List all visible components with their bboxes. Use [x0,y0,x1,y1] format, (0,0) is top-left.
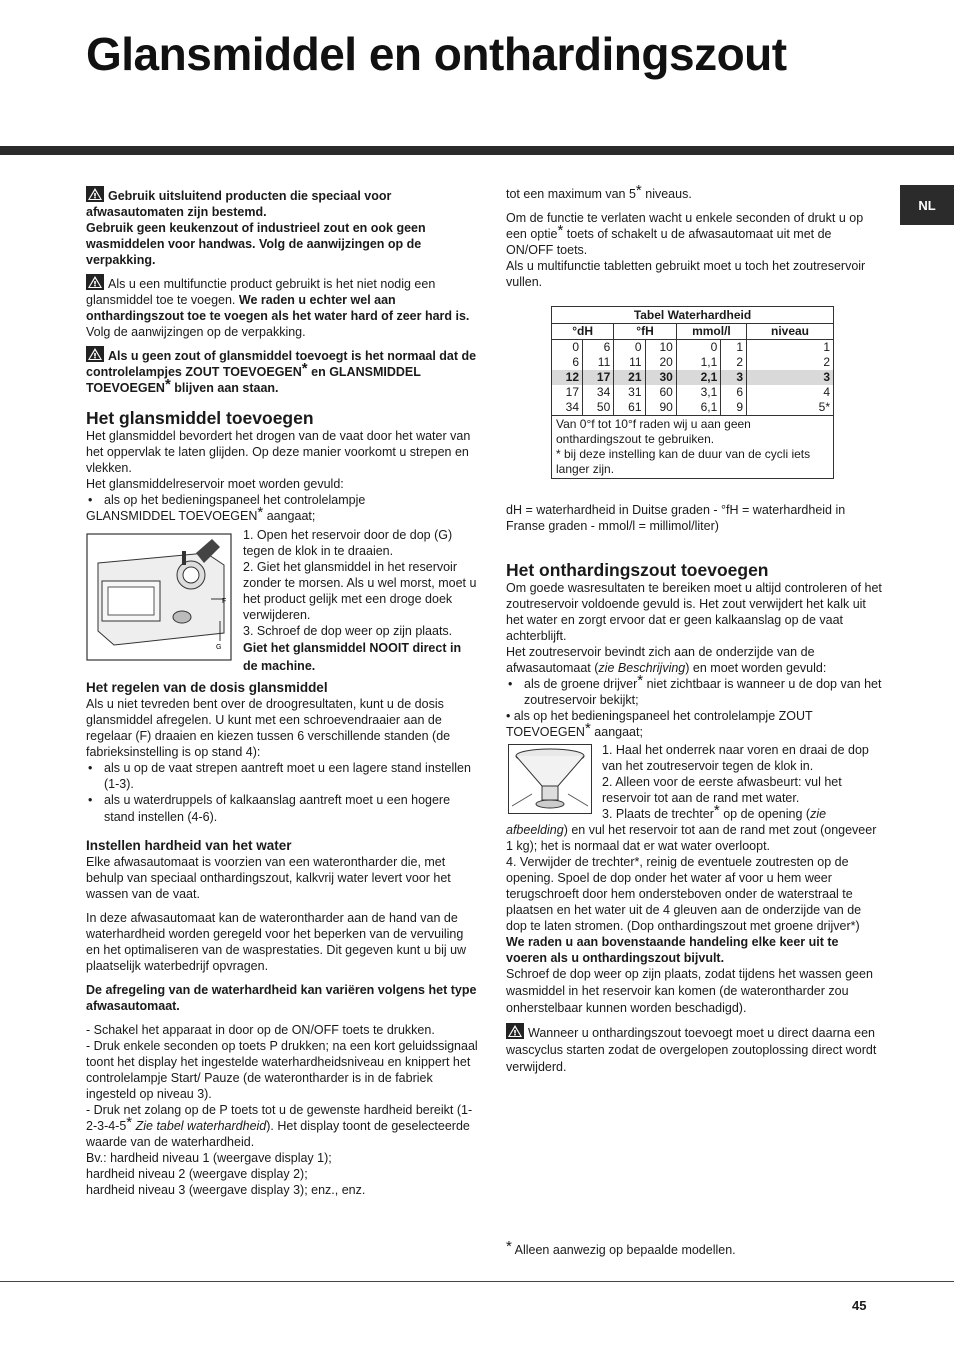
table-cell: 9 [721,400,747,415]
table-cell: 20 [645,355,676,370]
table-cell: 1,1 [676,355,720,370]
zout-s3a: 3. Plaats de trechter [602,807,714,821]
hard-example-1: Bv.: hardheid niveau 1 (weergave display 1); [86,1151,332,1165]
table-header: niveau [747,324,834,340]
svg-text:G: G [216,644,222,651]
language-tab: NL [900,185,954,225]
footnote: * Alleen aanwezig op bepaalde modellen. [506,1238,736,1257]
zout-b1b: niet zichtbaar is wanneer u de dop van het zoutreservoir bekijkt; [524,677,882,707]
table-row [552,385,833,400]
zout-p2a: Het zoutreservoir bevindt zich aan de onderzijde van de afwasautomaat ( [506,645,815,675]
hard-step-2: - Druk enkele seconden op toets P drukken; na een kort geluidssignaal toont het display het ingestelde waterhardheidsniveau en knippert het controlelampje Start/ Pauze (de waterontharder is in de fabriek ingesteld op niveau 3). [86,1039,478,1101]
table-row [552,340,833,356]
table-note-1: Van 0°f tot 10°f raden wij u aan geen onthardingszout te gebruiken. [556,417,751,446]
dosis-bullet-2: • als u waterdruppels of kalkaanslag aantreft moet u een hogere stand instellen (4-6). [86,792,478,826]
warning-text-2: Als u een multifunctie product gebruikt is het niet nodig een glansmiddel toe te voegen. [86,277,436,307]
table-cell: 17 [552,385,583,400]
zout-s3c: zie afbeelding [506,807,827,837]
dosis-bullet-1: • als u op de vaat strepen aantreft moet u een lagere stand instellen (1-3). [86,760,478,792]
zout-step-4: 4. Verwijder de trechter*, reinig de eventuele zoutresten op de opening. Spoel de dop onder het water af voor u hem weer terugschroeft door hem ondersteboven onder de waterstraal te plaatsen en het water uit de 4 gleuven aan de onderzijde van de dop te laten stromen. (Dop onthardingszout met groene drijver*) [506,855,862,933]
table-cell: 10 [645,340,676,356]
table-cell: 3 [747,370,834,385]
glans-warning: Giet het glansmiddel NOOIT direct in de machine. [243,641,462,673]
table-header: mmol/l [676,324,746,340]
glans-paragraph-2: Het glansmiddelreservoir moet worden gevuld: [86,477,344,491]
hard-step-3: - Druk net zolang op de P toets tot u de gewenste hardheid bereikt (1-2-3-4-5* Zie tabel waterhardheid). Het display toont de geselecteerde waarde van de waterhardheid. [86,1103,473,1149]
warning-text-3a: Als u geen zout of glansmiddel toevoegt is het normaal dat de controlelampjes ZOUT TOEVOEGEN [86,349,477,379]
hard-step-3a: - Druk net zolang op de P toets tot u de gewenste hardheid bereikt (1-2-3-4-5 [86,1103,473,1133]
right-column-bottom [506,502,882,1076]
table-row [552,400,833,415]
warning-icon [86,274,104,290]
warning-icon [506,1023,524,1039]
heading-dosis: Het regelen van de dosis glansmiddel [86,680,328,695]
zout-paragraph-2 [506,644,882,676]
glans-step-1: 1. Open het reservoir door de dop (G) tegen de klok in te draaien. [243,528,453,558]
table-cell: 34 [552,400,583,415]
right-paragraph-2: Om de functie te verlaten wacht u enkele seconden of drukt u op een optie* toets of schakelt u de afwasautomaat uit met de ON/OFF toets. [506,211,864,257]
table-cell: 17 [583,370,614,385]
table-cell: 11 [583,355,614,370]
zout-p2c: ) en moet worden gevuld: [685,661,827,675]
zout-s3d: ) en vul het reservoir tot aan de rand met zout (ongeveer 1 kg); het is normaal dat er wat water overloopt. [506,823,877,853]
right-p2b: toets of schakelt u de afwasautomaat uit met de ON/OFF toets. [506,227,832,257]
title-divider [0,146,954,155]
table-cell: 6,1 [676,400,720,415]
table-cell: 2,1 [676,370,720,385]
right-p2a: Om de functie te verlaten wacht u enkele seconden of drukt u op een optie [506,211,864,241]
table-title: Tabel Waterhardheid [552,307,833,324]
footer-divider [0,1281,954,1282]
hard-example-3: hardheid niveau 3 (weergave display 3); enz., enz. [86,1183,366,1197]
zout-s3b: op de opening ( [723,807,811,821]
zout-b2b: aangaat; [594,725,643,739]
table-row-highlighted [552,370,833,385]
glans-step-2: 2. Giet het glansmiddel in het reservoir zonder te morsen. Als u wel morst, moet u het product gelijk met een droge doek verwijderen. [243,560,477,622]
warning-text-1b: Gebruik geen keukenzout of industrieel zout en ook geen wasmiddelen voor handwas. Volg de aanwijzingen op de verpakking. [86,221,426,267]
heading-hardheid: Instellen hardheid van het water [86,838,292,853]
right-paragraph-1: tot een maximum van 5* niveaus. [506,182,692,201]
warning-icon [86,186,104,202]
table-cell: 6 [721,385,747,400]
warning-text-2-bold: We raden u echter wel aan onthardingszout toe te voegen als het water hard of zeer hard is. [86,293,470,323]
svg-text:F: F [222,598,227,605]
table-cell: 90 [645,400,676,415]
table-note-2: * bij deze instelling kan de duur van de cycli iets langer zijn. [556,447,811,476]
glans-paragraph: Het glansmiddel bevordert het drogen van de vaat door het water van het oppervlak te laten glijden. Op deze manier voorkomt u strepen en vlekken. [86,429,471,475]
left-column: Gebruik uitsluitend producten die speciaal voor afwasautomaten zijn bestemd. Gebruik geen keukenzout of industrieel zout en ook geen wasmiddelen voor handwas. Volg de aanwijzingen op de verpakking. Als u een multifunctie product gebruikt is het niet nodig een glansmiddel toe te voegen. We raden u echter wel aan onthardingszout toe te voegen als het water hard of zeer hard is. Volg de aanwijzingen op de verpakking. Als u geen zout of glansmiddel toevoegt is het normaal dat de controlelampjes ZOUT TOEVOEGEN* en GLANSMIDDEL TOEVOEGEN* blijven aan staan. Het glansmiddel toevoegen Het glansmiddel bevordert het drogen van de vaat door het water van het oppervlak te laten glijden. Op deze manier voorkomt u strepen en vlekken. Het glansmiddelreservoir moet worden gevuld: • als op het bedieningspaneel het controlelampje GLANSMIDDEL TOEVOEGEN* aangaat; F G 1. Open het reservoir door de dop (G) tegen de klok in te draaien. 2. Giet het glansmiddel in het reservoir zonder te morsen. Als u wel morst, moet u het product gelijk met een droge doek verwijderen. 3. Schroef de dop weer op zijn plaats. Giet het glansmiddel NOOIT direct in de machine. Het regelen van de dosis glansmiddel Als u niet tevreden bent over de droogresultaten, kunt u de dosis glansmiddel afregelen. U kunt met een schroevendraaier aan de regelaar (F) draaien en kiezen tussen 6 verschillende standen (de fabrieksinstelling is op stand 4): • als u op de vaat strepen aantreft moet u een lagere stand instellen (1-3). • als u waterdruppels of kalkaanslag aantreft moet u een hogere stand instellen (4-6). Instellen hardheid van het water Elke afwasautomaat is voorzien van een waterontharder die, met behulp van speciaal onthardingszout, kalkvrij water levert voor het wassen van de vaat. In deze afwasautomaat kan de waterontharder aan de hand van de waterhardheid worden geregeld voor het beperken van de vervuiling en het optimaliseren van de wasprestaties. Dit gegeven kunt u bij uw plaatselijk waterbedrijf opvragen. De afregeling van de waterhardheid kan variëren volgens het type afwasautomaat. - Schakel het apparaat in door op de ON/OFF toets te drukken. - Druk enkele seconden op toets P drukken; na een kort geluidssignaal toont het display het ingestelde waterhardheidsniveau en knippert het controlelampje Start/ Pauze (de waterontharder is in de fabriek ingesteld op niveau 3). - Druk net zolang op de P toets tot u de gewenste hardheid bereikt (1-2-3-4-5* Zie tabel waterhardheid). Het display toont de geselecteerde waarde van de waterhardheid. Bv.: hardheid niveau 1 (weergave display 1); hardheid niveau 2 (weergave display 2); hardheid niveau 3 (weergave display 3); enz., enz. [86,186,478,1198]
page-title: Glansmiddel en onthardingszout [86,28,787,80]
zout-paragraph-1: Om goede wasresultaten te bereiken moet u altijd controleren of het zoutreservoir voldoende gevuld is. Het zout verwijdert het kalk uit het water en zorgt ervoor dat er geen kalkaanslag op de vaat achterblijft. [506,581,882,643]
table-cell: 0 [552,340,583,356]
table-cell: 50 [583,400,614,415]
warning-text-3d: blijven aan staan. [174,381,279,395]
salt-funnel-illustration [508,744,592,814]
units-legend: dH = waterhardheid in Duitse graden - °fH = waterhardheid in Franse graden - mmol/l = millimol/liter) [506,503,846,533]
table-cell: 21 [614,370,645,385]
glans-bullet-text: als op het bedieningspaneel het controlelampje [104,493,366,507]
hard-bold-note: De afregeling van de waterhardheid kan variëren volgens het type afwasautomaat. [86,983,477,1013]
zout-bullet-2: • als op het bedieningspaneel het controlelampje ZOUT TOEVOEGEN* aangaat; [506,709,813,739]
zout-step-2: 2. Alleen voor de eerste afwasbeurt: vul het reservoir tot aan de rand met water. [602,775,842,805]
hard-example-2: hardheid niveau 2 (weergave display 2); [86,1167,308,1181]
table-header: °fH [614,324,677,340]
right-column-top [506,182,882,290]
glans-bullet [86,492,478,508]
zout-bold-note: We raden u aan bovenstaande handeling elke keer uit te voeren als u onthardingszout bijvult. [506,935,839,965]
warning-text-2-tail: Volg de aanwijzingen op de verpakking. [86,325,306,339]
zout-paragraph-3: Schroef de dop weer op zijn plaats, zodat tijdens het wassen geen wasmiddel in het reservoir kan komen (de waterontharder zou onherstelbaar kunnen worden beschadigd). [506,967,873,1015]
table-cell: 31 [614,385,645,400]
table-cell: 0 [676,340,720,356]
water-hardness-table [551,306,834,479]
table-header: °dH [552,324,614,340]
zout-p2b: zie Beschrijving [598,661,686,675]
hard-step-3b: Zie tabel waterhardheid [135,1119,267,1133]
table-cell: 34 [583,385,614,400]
table-cell: 11 [614,355,645,370]
table-cell: 60 [645,385,676,400]
zout-step-3: 3. Plaats de trechter* op de opening (zie afbeelding) en vul het reservoir tot aan de rand met zout (ongeveer 1 kg); het is normaal dat er wat water overloopt. [506,802,877,853]
glans-bullet-text-3: aangaat; [266,509,316,523]
zout-warning [506,1023,882,1076]
zout-b2a: • als op het bedieningspaneel het controlelampje ZOUT TOEVOEGEN [506,709,813,739]
glans-bullet-text-2: GLANSMIDDEL TOEVOEGEN [86,509,258,523]
zout-warning-text: Wanneer u onthardingszout toevoegt moet u direct daarna een wascyclus starten zodat de overgelopen zoutoplossing direct wordt verwijderd. [506,1026,877,1074]
hard-step-1: - Schakel het apparaat in door op de ON/OFF toets te drukken. [86,1023,435,1037]
zout-step-1: 1. Haal het onderrek naar voren en draai de dop van het zoutreservoir tegen de klok in. [602,743,869,773]
table-cell: 3,1 [676,385,720,400]
table-cell: 12 [552,370,583,385]
glans-step-3: 3. Schroef de dop weer op zijn plaats. [243,624,453,638]
heading-onthardingszout: Het onthardingszout toevoegen [506,560,769,580]
rinse-aid-dispenser-illustration [86,533,232,661]
table-cell: 0 [614,340,645,356]
table-cell: 61 [614,400,645,415]
table-cell: 5* [818,400,830,414]
hard-step-3c: ). Het display toont de geselecteerde waarde van de waterhardheid. [86,1119,470,1149]
table-cell: 30 [645,370,676,385]
table-cell: 3 [721,370,747,385]
table-cell: 1 [823,340,830,354]
table-cell: 6 [552,355,583,370]
right-p1a: tot een maximum van 5 [506,187,636,201]
warning-text-3c: GLANSMIDDEL TOEVOEGEN [86,365,421,395]
table-cell: 1 [721,340,747,356]
table-cell: 4 [823,385,830,399]
heading-glansmiddel: Het glansmiddel toevoegen [86,408,314,428]
warning-text-3b: en [311,365,326,379]
right-paragraph-3: Als u multifunctie tabletten gebruikt moet u toch het zoutreservoir vullen. [506,259,866,289]
hard-paragraph-1: Elke afwasautomaat is voorzien van een waterontharder die, met behulp van speciaal onthardingszout, kalkvrij water levert voor het wassen van de vaat. [86,855,451,901]
hard-paragraph-2: In deze afwasautomaat kan de waterontharder aan de hand van de waterhardheid worden geregeld voor het beperken van de vervuiling en het optimaliseren van de wasprestaties. Dit gegeven kunt u bij uw plaatselijk waterbedrijf opvragen. [86,911,467,973]
footnote-text: Alleen aanwezig op bepaalde modellen. [514,1243,736,1257]
table-cell: 2 [823,355,830,369]
zout-bullet-1: • als de groene drijver* niet zichtbaar is wanneer u de dop van het zoutreservoir bekijkt; [506,676,882,708]
table-cell: 2 [721,355,747,370]
dosis-paragraph: Als u niet tevreden bent over de droogresultaten, kunt u de dosis glansmiddel afregelen. U kunt met een schroevendraaier aan de regelaar (F) draaien en kiezen tussen 6 verschillende standen (de fabrieksinstelling is op stand 4): [86,697,451,759]
zout-b1a: als de groene drijver [524,677,638,691]
right-p1b: niveaus. [645,187,692,201]
table-row [552,355,833,370]
warning-icon [86,346,104,362]
page-number: 45 [852,1298,867,1313]
table-cell: 6 [583,340,614,356]
warning-text-1: Gebruik uitsluitend producten die speciaal voor afwasautomaten zijn bestemd. [86,189,392,219]
